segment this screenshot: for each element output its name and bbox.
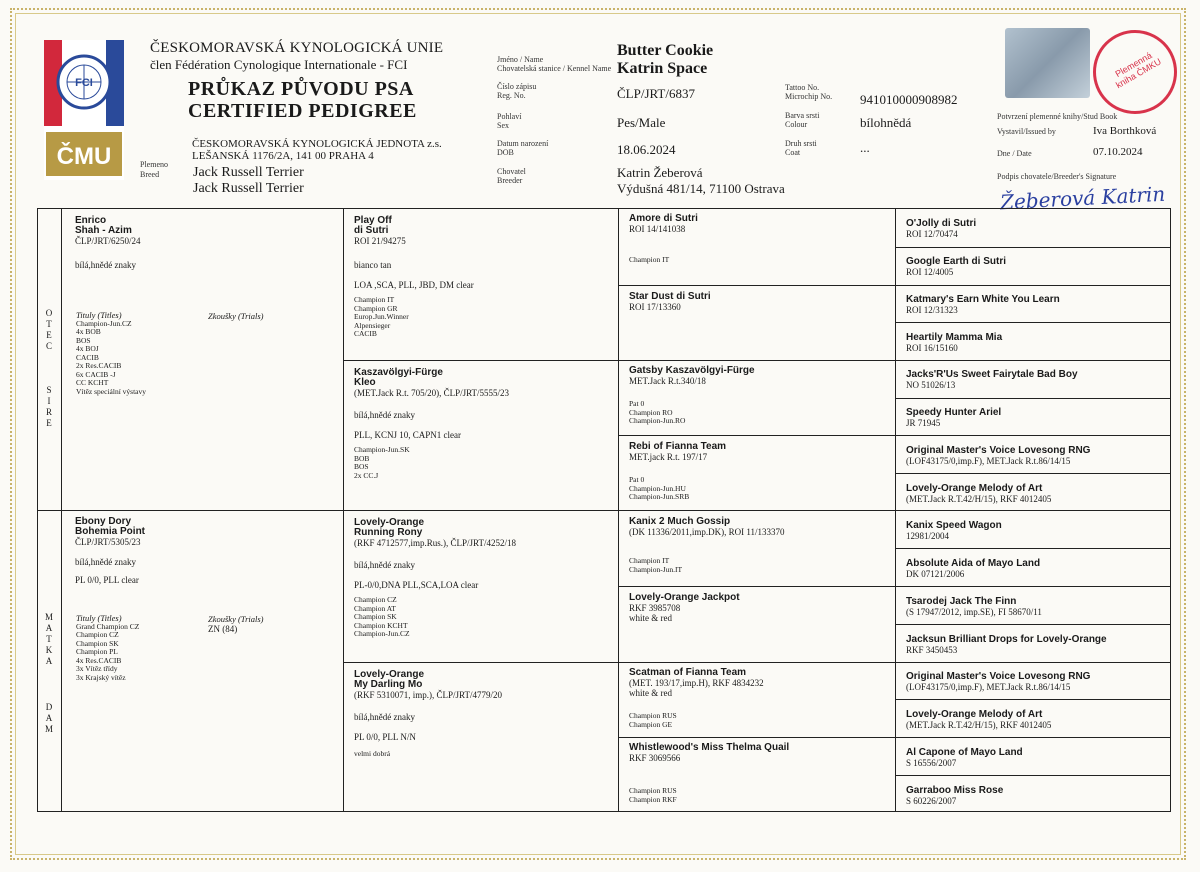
gp-cell: Play Off di Sutri ROI 21/94275 bianco tan LOA ,SCA, PLL, JBD, DM clear Champion IT Champion GR Europ.Jun.Winner Alpensieger CACIB [354,215,474,338]
g4-cell: Heartily Mamma Mia ROI 16/15160 [906,332,1003,353]
title-cz: PRŮKAZ PŮVODU PSA [188,78,414,100]
name-label: Jméno / Name Chovatelská stanice / Kennel Name [497,55,612,73]
stamp-text: Plemenná kniha ČMKU [1113,50,1163,91]
gp-cell: Lovely-Orange My Darling Mo (RKF 5310071, imp.), ČLP/JRT/4779/20 bílá,hnědé znaky PL 0/0, PLL N/N velmi dobrá [354,669,502,758]
gp-cell: Kaszavölgyi-Fürge Kleo (MET.Jack R.t. 705/20), ČLP/JRT/5555/23 bílá,hnědé znaky PLL, KCNJ 10, CAPN1 clear Champion-Jun.SK BOB BOS 2x CC.J [354,367,510,480]
hologram-stamp [1005,28,1090,98]
g4-cell: Speedy Hunter Ariel JR 71945 [906,407,1002,428]
breeder-address: Výdušná 481/14, 71100 Ostrava [617,181,785,196]
breed-value-2: Jack Russell Terrier [193,181,304,196]
breed-value-1: Jack Russell Terrier [193,165,304,180]
dob-label: Datum narození DOB [497,139,549,157]
club-name: ČESKOMORAVSKÁ KYNOLOGICKÁ JEDNOTA z.s. [192,138,442,150]
ggp-cell: Star Dust di Sutri ROI 17/13360 [629,291,711,312]
g4-cell: Lovely-Orange Melody of Art (MET.Jack R.T.42/H/15), RKF 4012405 [906,709,1052,730]
date-label: Dne / Date [997,149,1032,158]
sire-cell [75,216,335,270]
side-label-sire: S I R E [45,385,52,428]
sire-reg: ČLP/JRT/6250/24 [75,236,141,246]
dam-trials: Zkoušky (Trials) ZN (84) [208,614,264,634]
side-label-otec: O T E C [45,308,53,351]
colour-label: Barva srsti Colour [785,111,820,129]
side-column-line [61,208,62,812]
g4-cell: Lovely-Orange Melody of Art (MET.Jack R.T.42/H/15), RKF 4012405 [906,483,1052,504]
cmu-logo-text: ČMU [56,143,112,170]
g4-divider-2 [895,322,1171,323]
chip-number: 941010000908982 [860,92,958,107]
ggp-cell: Amore di Sutri ROI 14/141038 Champion IT [629,213,698,264]
dam-health: PL 0/0, PLL clear [75,575,139,585]
issued-label: Vystavil/Issued by [997,127,1056,136]
ggp-cell: Rebi of Fianna Team MET.jack R.t. 197/17 Pat 0 Champion-Jun.HU Champion-Jun.SRB [629,441,727,501]
ggp-cell: Whistlewood's Miss Thelma Quail RKF 3069566 Champion RUS Champion RKF [629,742,790,804]
title-en: CERTIFIED PEDIGREE [188,100,417,122]
issued-by: Iva Borthková [1093,125,1157,137]
issue-date: 07.10.2024 [1093,146,1143,158]
sire-colour: bílá,hnědé znaky [75,260,136,270]
ggp-divider-3 [618,586,1171,587]
breeder-signature-label: Podpis chovatele/Breeder's Signature [997,172,1117,181]
breeder-name: Katrin Žeberová [617,165,703,180]
ggp-divider-1 [618,285,1171,286]
dam-reg: ČLP/JRT/5305/23 [75,537,141,547]
ggp-cell: Kanix 2 Much Gossip (DK 11336/2011,imp.DK), ROI 11/133370 Champion IT Champion-Jun.IT [629,516,785,574]
ggp-cell: Lovely-Orange Jackpot RKF 3985708 white & red [629,592,740,623]
g4-cell: Original Master's Voice Lovesong RNG (LOF43175/0,imp.F), MET.Jack R.t.86/14/15 [906,445,1091,466]
g4-divider-4 [895,473,1171,474]
sire-titles: Tituly (Titles) Champion-Jun.CZ 4x BOB BOS 4x BOJ CACIB 2x Res.CACIB 6x CACIB -J CC KCHT Vítěz speciální výstavy [76,310,146,396]
g4-divider-1 [895,247,1171,248]
breeder-label: Chovatel Breeder [497,167,526,185]
sire-name-2: Shah - Azim [75,225,132,236]
colour-value: bílohnědá [860,115,912,130]
coat-value: ... [860,140,870,155]
chip-label: Tattoo No. Microchip No. [785,83,833,101]
reg-label: Číslo zápisu Reg. No. [497,82,537,100]
gp-cell: Lovely-Orange Running Rony (RKF 4712577,imp.Rus.), ČLP/JRT/4252/18 bílá,hnědé znaky PL-0/0,DNA PLL,SCA,LOA clear Champion CZ Champion AT Champion SK Champion KCHT Champion-Jun.CZ [354,517,516,638]
dam-name-2: Bohemia Point [75,526,146,537]
ggp-cell: Scatman of Fianna Team (MET. 193/17,imp.H), RKF 4834232 white & red Champion RUS Champion GE [629,667,764,729]
gen2-line [618,208,619,812]
kennel-name: Katrin Space [617,60,708,77]
g4-cell: Absolute Aida of Mayo Land DK 07121/2006 [906,558,1041,579]
club-address: LEŠANSKÁ 1176/2A, 141 00 PRAHA 4 [192,150,374,162]
fci-cmu-logo [44,40,124,180]
dam-colour: bílá,hnědé znaky [75,557,136,567]
side-label-matka: M A T K A [44,612,53,666]
g4-cell: Original Master's Voice Lovesong RNG (LOF43175/0,imp.F), MET.Jack R.t.86/14/15 [906,671,1091,692]
org-name: ČESKOMORAVSKÁ KYNOLOGICKÁ UNIE [150,40,444,56]
org-member: člen Fédération Cynologique Internationale - FCI [150,57,408,72]
g4-cell: Google Earth di Sutri ROI 12/4005 [906,256,1007,277]
coat-label: Druh srsti Coat [785,139,817,157]
ggp-cell: Gatsby Kaszavölgyi-Fürge MET.Jack R.t.340/18 Pat 0 Champion RO Champion-Jun.RO [629,365,755,425]
dam-name-1: Ebony Dory [75,516,132,527]
dog-name: Butter Cookie [617,42,714,59]
breed-label: Plemeno Breed [140,160,168,179]
sire-trials-label: Zkoušky (Trials) [208,311,264,321]
g4-divider-3 [895,398,1171,399]
g4-cell: Al Capone of Mayo Land S 16556/2007 [906,747,1023,768]
studbook-red-stamp [1093,30,1177,114]
dam-titles: Tituly (Titles) Grand Champion CZ Champion CZ Champion SK Champion PL 4x Res.CACIB 3x Vítěz třídy 3x Krajský vítěz [76,613,140,682]
g4-cell: Garraboo Miss Rose S 60226/2007 [906,785,1004,806]
g4-divider-8 [895,775,1171,776]
sex-value: Pes/Male [617,115,666,130]
studbook-confirm-label: Potvrzení plemenné knihy/Stud Book [997,112,1118,121]
g4-cell: Jacksun Brilliant Drops for Lovely-Orange RKF 3450453 [906,634,1107,655]
g4-divider-5 [895,548,1171,549]
gp-divider-2 [343,662,1171,663]
sire-name-1: Enrico [75,215,107,226]
g4-divider-7 [895,699,1171,700]
dob-value: 18.06.2024 [617,142,676,157]
sire-dam-divider [37,510,1171,511]
ggp-divider-4 [618,737,1171,738]
side-label-dam: D A M [44,702,53,734]
g4-divider-6 [895,624,1171,625]
g4-cell: O'Jolly di Sutri ROI 12/70474 [906,218,977,239]
g4-cell: Katmary's Earn White You Learn ROI 12/31323 [906,294,1060,315]
dam-cell [75,517,335,585]
g4-cell: Kanix Speed Wagon 12981/2004 [906,520,1002,541]
g4-cell: Jacks'R'Us Sweet Fairytale Bad Boy NO 51026/13 [906,369,1078,390]
gp-divider-1 [343,360,1171,361]
sex-label: Pohlaví Sex [497,112,522,130]
g4-cell: Tsarodej Jack The Finn (S 17947/2012, imp.SE), FI 58670/11 [906,596,1042,617]
fci-logo-text: FCI [75,77,93,89]
gen1-line [343,208,344,812]
ggp-divider-2 [618,435,1171,436]
gen3-line [895,208,896,812]
reg-number: ČLP/JRT/6837 [617,86,695,101]
breeder-signature: Žeberová Katrin [999,181,1166,215]
